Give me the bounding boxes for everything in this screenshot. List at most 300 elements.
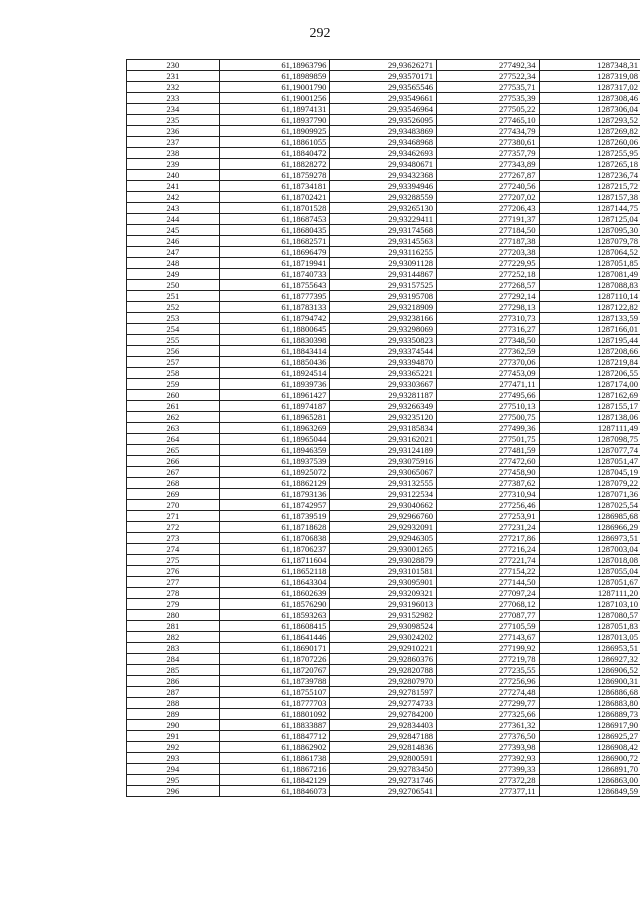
latitude-cell: 61,18641446 — [219, 632, 330, 643]
y-coordinate-cell: 1287138,06 — [539, 412, 640, 423]
longitude-cell: 29,93101581 — [330, 566, 437, 577]
table-row — [127, 302, 640, 313]
point-number-cell: 282 — [127, 632, 220, 643]
longitude-cell: 29,93235120 — [330, 412, 437, 423]
x-coordinate-cell: 277240,56 — [437, 181, 539, 192]
y-coordinate-cell: 1287208,66 — [539, 346, 640, 357]
point-number-cell: 247 — [127, 247, 220, 258]
x-coordinate-cell: 277370,06 — [437, 357, 539, 368]
point-number-cell: 295 — [127, 775, 220, 786]
latitude-cell: 61,18939736 — [219, 379, 330, 390]
point-number-cell: 281 — [127, 621, 220, 632]
x-coordinate-cell: 277392,93 — [437, 753, 539, 764]
y-coordinate-cell: 1287144,75 — [539, 203, 640, 214]
x-coordinate-cell: 277472,60 — [437, 456, 539, 467]
latitude-cell: 61,18840472 — [219, 148, 330, 159]
latitude-cell: 61,18862902 — [219, 742, 330, 753]
y-coordinate-cell: 1287195,44 — [539, 335, 640, 346]
y-coordinate-cell: 1287051,47 — [539, 456, 640, 467]
longitude-cell: 29,92784200 — [330, 709, 437, 720]
point-number-cell: 289 — [127, 709, 220, 720]
latitude-cell: 61,18576290 — [219, 599, 330, 610]
x-coordinate-cell: 277458,90 — [437, 467, 539, 478]
y-coordinate-cell: 1287306,04 — [539, 104, 640, 115]
table-row — [127, 566, 640, 577]
x-coordinate-cell: 277105,59 — [437, 621, 539, 632]
x-coordinate-cell: 277471,11 — [437, 379, 539, 390]
table-row — [127, 698, 640, 709]
longitude-cell: 29,93483869 — [330, 126, 437, 137]
point-number-cell: 296 — [127, 786, 220, 797]
table-row — [127, 170, 640, 181]
table-row — [127, 104, 640, 115]
y-coordinate-cell: 1287055,04 — [539, 566, 640, 577]
x-coordinate-cell: 277253,91 — [437, 511, 539, 522]
longitude-cell: 29,93144867 — [330, 269, 437, 280]
longitude-cell: 29,93122534 — [330, 489, 437, 500]
latitude-cell: 61,18783133 — [219, 302, 330, 313]
point-number-cell: 274 — [127, 544, 220, 555]
point-number-cell: 257 — [127, 357, 220, 368]
latitude-cell: 61,18702421 — [219, 192, 330, 203]
x-coordinate-cell: 277235,55 — [437, 665, 539, 676]
point-number-cell: 278 — [127, 588, 220, 599]
x-coordinate-cell: 277434,79 — [437, 126, 539, 137]
latitude-cell: 61,18937539 — [219, 456, 330, 467]
page-number: 292 — [309, 26, 331, 41]
point-number-cell: 256 — [127, 346, 220, 357]
latitude-cell: 61,18742957 — [219, 500, 330, 511]
table-row — [127, 137, 640, 148]
x-coordinate-cell: 277535,71 — [437, 82, 539, 93]
longitude-cell: 29,93462693 — [330, 148, 437, 159]
table-row — [127, 621, 640, 632]
y-coordinate-cell: 1287080,57 — [539, 610, 640, 621]
y-coordinate-cell: 1287103,10 — [539, 599, 640, 610]
x-coordinate-cell: 277144,50 — [437, 577, 539, 588]
x-coordinate-cell: 277372,28 — [437, 775, 539, 786]
x-coordinate-cell: 277399,33 — [437, 764, 539, 775]
latitude-cell: 61,18989859 — [219, 71, 330, 82]
point-number-cell: 261 — [127, 401, 220, 412]
y-coordinate-cell: 1287162,69 — [539, 390, 640, 401]
longitude-cell: 29,93152982 — [330, 610, 437, 621]
latitude-cell: 61,18711604 — [219, 555, 330, 566]
latitude-cell: 61,18777703 — [219, 698, 330, 709]
table-row — [127, 236, 640, 247]
y-coordinate-cell: 1287317,02 — [539, 82, 640, 93]
table-row — [127, 467, 640, 478]
latitude-cell: 61,18759278 — [219, 170, 330, 181]
x-coordinate-cell: 277219,78 — [437, 654, 539, 665]
latitude-cell: 61,18734181 — [219, 181, 330, 192]
point-number-cell: 239 — [127, 159, 220, 170]
latitude-cell: 61,18680435 — [219, 225, 330, 236]
point-number-cell: 245 — [127, 225, 220, 236]
x-coordinate-cell: 277184,50 — [437, 225, 539, 236]
latitude-cell: 61,18608415 — [219, 621, 330, 632]
y-coordinate-cell: 1287111,20 — [539, 588, 640, 599]
point-number-cell: 273 — [127, 533, 220, 544]
table-row — [127, 115, 640, 126]
y-coordinate-cell: 1287051,85 — [539, 258, 640, 269]
table-row — [127, 445, 640, 456]
latitude-cell: 61,18833887 — [219, 720, 330, 731]
latitude-cell: 61,18707226 — [219, 654, 330, 665]
latitude-cell: 61,18682571 — [219, 236, 330, 247]
y-coordinate-cell: 1286883,80 — [539, 698, 640, 709]
longitude-cell: 29,92781597 — [330, 687, 437, 698]
latitude-cell: 61,18719941 — [219, 258, 330, 269]
latitude-cell: 61,18946359 — [219, 445, 330, 456]
longitude-cell: 29,93432368 — [330, 170, 437, 181]
longitude-cell: 29,92932091 — [330, 522, 437, 533]
table-row — [127, 192, 640, 203]
y-coordinate-cell: 1286973,51 — [539, 533, 640, 544]
y-coordinate-cell: 1287319,08 — [539, 71, 640, 82]
latitude-cell: 61,18739519 — [219, 511, 330, 522]
y-coordinate-cell: 1287260,06 — [539, 137, 640, 148]
y-coordinate-cell: 1286886,68 — [539, 687, 640, 698]
table-row — [127, 126, 640, 137]
longitude-cell: 29,93526095 — [330, 115, 437, 126]
x-coordinate-cell: 277505,22 — [437, 104, 539, 115]
point-number-cell: 230 — [127, 60, 220, 71]
x-coordinate-cell: 277310,94 — [437, 489, 539, 500]
latitude-cell: 61,18924514 — [219, 368, 330, 379]
x-coordinate-cell: 277310,73 — [437, 313, 539, 324]
y-coordinate-cell: 1287013,05 — [539, 632, 640, 643]
y-coordinate-cell: 1286985,68 — [539, 511, 640, 522]
y-coordinate-cell: 1287003,04 — [539, 544, 640, 555]
point-number-cell: 277 — [127, 577, 220, 588]
table-row — [127, 731, 640, 742]
longitude-cell: 29,93266349 — [330, 401, 437, 412]
x-coordinate-cell: 277362,59 — [437, 346, 539, 357]
longitude-cell: 29,92774733 — [330, 698, 437, 709]
table-row — [127, 555, 640, 566]
latitude-cell: 61,18793136 — [219, 489, 330, 500]
latitude-cell: 61,18830398 — [219, 335, 330, 346]
point-number-cell: 285 — [127, 665, 220, 676]
longitude-cell: 29,93468968 — [330, 137, 437, 148]
longitude-cell: 29,92860376 — [330, 654, 437, 665]
longitude-cell: 29,93195708 — [330, 291, 437, 302]
table-row — [127, 423, 640, 434]
y-coordinate-cell: 1287236,74 — [539, 170, 640, 181]
longitude-cell: 29,93145563 — [330, 236, 437, 247]
point-number-cell: 271 — [127, 511, 220, 522]
longitude-cell: 29,93218909 — [330, 302, 437, 313]
table-row — [127, 577, 640, 588]
point-number-cell: 236 — [127, 126, 220, 137]
y-coordinate-cell: 1286953,51 — [539, 643, 640, 654]
latitude-cell: 61,18800645 — [219, 324, 330, 335]
point-number-cell: 251 — [127, 291, 220, 302]
x-coordinate-cell: 277535,39 — [437, 93, 539, 104]
longitude-cell: 29,93075916 — [330, 456, 437, 467]
coordinates-table-body — [127, 60, 640, 797]
longitude-cell: 29,92910221 — [330, 643, 437, 654]
point-number-cell: 244 — [127, 214, 220, 225]
point-number-cell: 242 — [127, 192, 220, 203]
point-number-cell: 233 — [127, 93, 220, 104]
point-number-cell: 288 — [127, 698, 220, 709]
point-number-cell: 283 — [127, 643, 220, 654]
latitude-cell: 61,18961427 — [219, 390, 330, 401]
longitude-cell: 29,93185834 — [330, 423, 437, 434]
point-number-cell: 240 — [127, 170, 220, 181]
point-number-cell: 275 — [127, 555, 220, 566]
y-coordinate-cell: 1287079,22 — [539, 478, 640, 489]
point-number-cell: 268 — [127, 478, 220, 489]
longitude-cell: 29,93196013 — [330, 599, 437, 610]
x-coordinate-cell: 277068,12 — [437, 599, 539, 610]
table-row — [127, 643, 640, 654]
longitude-cell: 29,93394946 — [330, 181, 437, 192]
longitude-cell: 29,92783450 — [330, 764, 437, 775]
longitude-cell: 29,93549661 — [330, 93, 437, 104]
x-coordinate-cell: 277191,37 — [437, 214, 539, 225]
latitude-cell: 61,18718628 — [219, 522, 330, 533]
point-number-cell: 270 — [127, 500, 220, 511]
table-row — [127, 687, 640, 698]
latitude-cell: 61,18701528 — [219, 203, 330, 214]
y-coordinate-cell: 1286900,72 — [539, 753, 640, 764]
x-coordinate-cell: 277097,24 — [437, 588, 539, 599]
point-number-cell: 286 — [127, 676, 220, 687]
longitude-cell: 29,92800591 — [330, 753, 437, 764]
point-number-cell: 267 — [127, 467, 220, 478]
point-number-cell: 258 — [127, 368, 220, 379]
x-coordinate-cell: 277316,27 — [437, 324, 539, 335]
y-coordinate-cell: 1287308,46 — [539, 93, 640, 104]
longitude-cell: 29,93570171 — [330, 71, 437, 82]
longitude-cell: 29,93350823 — [330, 335, 437, 346]
x-coordinate-cell: 277510,13 — [437, 401, 539, 412]
table-row — [127, 181, 640, 192]
x-coordinate-cell: 277348,50 — [437, 335, 539, 346]
longitude-cell: 29,92946305 — [330, 533, 437, 544]
point-number-cell: 232 — [127, 82, 220, 93]
longitude-cell: 29,93565546 — [330, 82, 437, 93]
y-coordinate-cell: 1287095,30 — [539, 225, 640, 236]
table-row — [127, 148, 640, 159]
x-coordinate-cell: 277298,13 — [437, 302, 539, 313]
x-coordinate-cell: 277481,59 — [437, 445, 539, 456]
point-number-cell: 259 — [127, 379, 220, 390]
longitude-cell: 29,93098524 — [330, 621, 437, 632]
x-coordinate-cell: 277274,48 — [437, 687, 539, 698]
table-row — [127, 203, 640, 214]
x-coordinate-cell: 277376,50 — [437, 731, 539, 742]
y-coordinate-cell: 1287215,72 — [539, 181, 640, 192]
y-coordinate-cell: 1287110,14 — [539, 291, 640, 302]
longitude-cell: 29,93281187 — [330, 390, 437, 401]
point-number-cell: 276 — [127, 566, 220, 577]
x-coordinate-cell: 277357,79 — [437, 148, 539, 159]
y-coordinate-cell: 1287125,04 — [539, 214, 640, 225]
point-number-cell: 266 — [127, 456, 220, 467]
table-row — [127, 390, 640, 401]
y-coordinate-cell: 1287045,19 — [539, 467, 640, 478]
latitude-cell: 61,18843414 — [219, 346, 330, 357]
table-row — [127, 159, 640, 170]
point-number-cell: 279 — [127, 599, 220, 610]
latitude-cell: 61,18846073 — [219, 786, 330, 797]
x-coordinate-cell: 277299,77 — [437, 698, 539, 709]
longitude-cell: 29,92706541 — [330, 786, 437, 797]
point-number-cell: 264 — [127, 434, 220, 445]
table-row — [127, 313, 640, 324]
latitude-cell: 61,18801092 — [219, 709, 330, 720]
longitude-cell: 29,92834403 — [330, 720, 437, 731]
table-row — [127, 456, 640, 467]
longitude-cell: 29,93024202 — [330, 632, 437, 643]
table-row — [127, 324, 640, 335]
table-row — [127, 511, 640, 522]
point-number-cell: 254 — [127, 324, 220, 335]
y-coordinate-cell: 1287111,49 — [539, 423, 640, 434]
x-coordinate-cell: 277465,10 — [437, 115, 539, 126]
table-row — [127, 93, 640, 104]
latitude-cell: 61,18739788 — [219, 676, 330, 687]
latitude-cell: 61,18652118 — [219, 566, 330, 577]
x-coordinate-cell: 277499,36 — [437, 423, 539, 434]
x-coordinate-cell: 277325,66 — [437, 709, 539, 720]
point-number-cell: 237 — [127, 137, 220, 148]
y-coordinate-cell: 1287265,18 — [539, 159, 640, 170]
x-coordinate-cell: 277387,62 — [437, 478, 539, 489]
table-row — [127, 588, 640, 599]
point-number-cell: 253 — [127, 313, 220, 324]
latitude-cell: 61,18720767 — [219, 665, 330, 676]
y-coordinate-cell: 1287077,74 — [539, 445, 640, 456]
point-number-cell: 280 — [127, 610, 220, 621]
longitude-cell: 29,93091128 — [330, 258, 437, 269]
table-row — [127, 258, 640, 269]
latitude-cell: 61,18602639 — [219, 588, 330, 599]
table-row — [127, 753, 640, 764]
point-number-cell: 238 — [127, 148, 220, 159]
longitude-cell: 29,92847188 — [330, 731, 437, 742]
latitude-cell: 61,18974131 — [219, 104, 330, 115]
longitude-cell: 29,92966760 — [330, 511, 437, 522]
longitude-cell: 29,93480671 — [330, 159, 437, 170]
y-coordinate-cell: 1287155,17 — [539, 401, 640, 412]
latitude-cell: 61,18706237 — [219, 544, 330, 555]
point-number-cell: 265 — [127, 445, 220, 456]
x-coordinate-cell: 277221,74 — [437, 555, 539, 566]
longitude-cell: 29,93132555 — [330, 478, 437, 489]
x-coordinate-cell: 277252,18 — [437, 269, 539, 280]
latitude-cell: 61,18965281 — [219, 412, 330, 423]
longitude-cell: 29,93157525 — [330, 280, 437, 291]
longitude-cell: 29,93040662 — [330, 500, 437, 511]
y-coordinate-cell: 1287166,01 — [539, 324, 640, 335]
longitude-cell: 29,93394870 — [330, 357, 437, 368]
point-number-cell: 269 — [127, 489, 220, 500]
y-coordinate-cell: 1287088,83 — [539, 280, 640, 291]
y-coordinate-cell: 1286966,29 — [539, 522, 640, 533]
longitude-cell: 29,93303667 — [330, 379, 437, 390]
longitude-cell: 29,92807970 — [330, 676, 437, 687]
latitude-cell: 61,18696479 — [219, 247, 330, 258]
table-row — [127, 82, 640, 93]
y-coordinate-cell: 1287051,83 — [539, 621, 640, 632]
x-coordinate-cell: 277292,14 — [437, 291, 539, 302]
latitude-cell: 61,18777395 — [219, 291, 330, 302]
coordinates-table — [126, 59, 640, 797]
point-number-cell: 234 — [127, 104, 220, 115]
x-coordinate-cell: 277393,98 — [437, 742, 539, 753]
longitude-cell: 29,93209321 — [330, 588, 437, 599]
x-coordinate-cell: 277231,24 — [437, 522, 539, 533]
latitude-cell: 61,18909925 — [219, 126, 330, 137]
latitude-cell: 61,18937790 — [219, 115, 330, 126]
table-row — [127, 544, 640, 555]
latitude-cell: 61,18794742 — [219, 313, 330, 324]
y-coordinate-cell: 1286908,42 — [539, 742, 640, 753]
table-row — [127, 269, 640, 280]
table-row — [127, 533, 640, 544]
table-row — [127, 280, 640, 291]
table-row — [127, 489, 640, 500]
latitude-cell: 61,19001256 — [219, 93, 330, 104]
point-number-cell: 292 — [127, 742, 220, 753]
longitude-cell: 29,93546964 — [330, 104, 437, 115]
x-coordinate-cell: 277154,22 — [437, 566, 539, 577]
y-coordinate-cell: 1286927,32 — [539, 654, 640, 665]
point-number-cell: 246 — [127, 236, 220, 247]
y-coordinate-cell: 1287025,54 — [539, 500, 640, 511]
x-coordinate-cell: 277343,89 — [437, 159, 539, 170]
x-coordinate-cell: 277187,38 — [437, 236, 539, 247]
x-coordinate-cell: 277206,43 — [437, 203, 539, 214]
table-row — [127, 764, 640, 775]
y-coordinate-cell: 1286863,00 — [539, 775, 640, 786]
longitude-cell: 29,93238166 — [330, 313, 437, 324]
y-coordinate-cell: 1286917,90 — [539, 720, 640, 731]
latitude-cell: 61,18861738 — [219, 753, 330, 764]
x-coordinate-cell: 277087,77 — [437, 610, 539, 621]
y-coordinate-cell: 1287064,52 — [539, 247, 640, 258]
longitude-cell: 29,92814836 — [330, 742, 437, 753]
table-row — [127, 225, 640, 236]
table-row — [127, 214, 640, 225]
y-coordinate-cell: 1287348,31 — [539, 60, 640, 71]
point-number-cell: 294 — [127, 764, 220, 775]
x-coordinate-cell: 277500,75 — [437, 412, 539, 423]
latitude-cell: 61,18828272 — [219, 159, 330, 170]
y-coordinate-cell: 1287269,82 — [539, 126, 640, 137]
table-row — [127, 720, 640, 731]
latitude-cell: 61,18861055 — [219, 137, 330, 148]
x-coordinate-cell: 277143,67 — [437, 632, 539, 643]
longitude-cell: 29,93298069 — [330, 324, 437, 335]
point-number-cell: 263 — [127, 423, 220, 434]
y-coordinate-cell: 1287051,67 — [539, 577, 640, 588]
y-coordinate-cell: 1287081,49 — [539, 269, 640, 280]
x-coordinate-cell: 277453,09 — [437, 368, 539, 379]
point-number-cell: 243 — [127, 203, 220, 214]
x-coordinate-cell: 277267,87 — [437, 170, 539, 181]
x-coordinate-cell: 277501,75 — [437, 434, 539, 445]
longitude-cell: 29,93065067 — [330, 467, 437, 478]
table-row — [127, 478, 640, 489]
latitude-cell: 61,18755107 — [219, 687, 330, 698]
y-coordinate-cell: 1286891,70 — [539, 764, 640, 775]
